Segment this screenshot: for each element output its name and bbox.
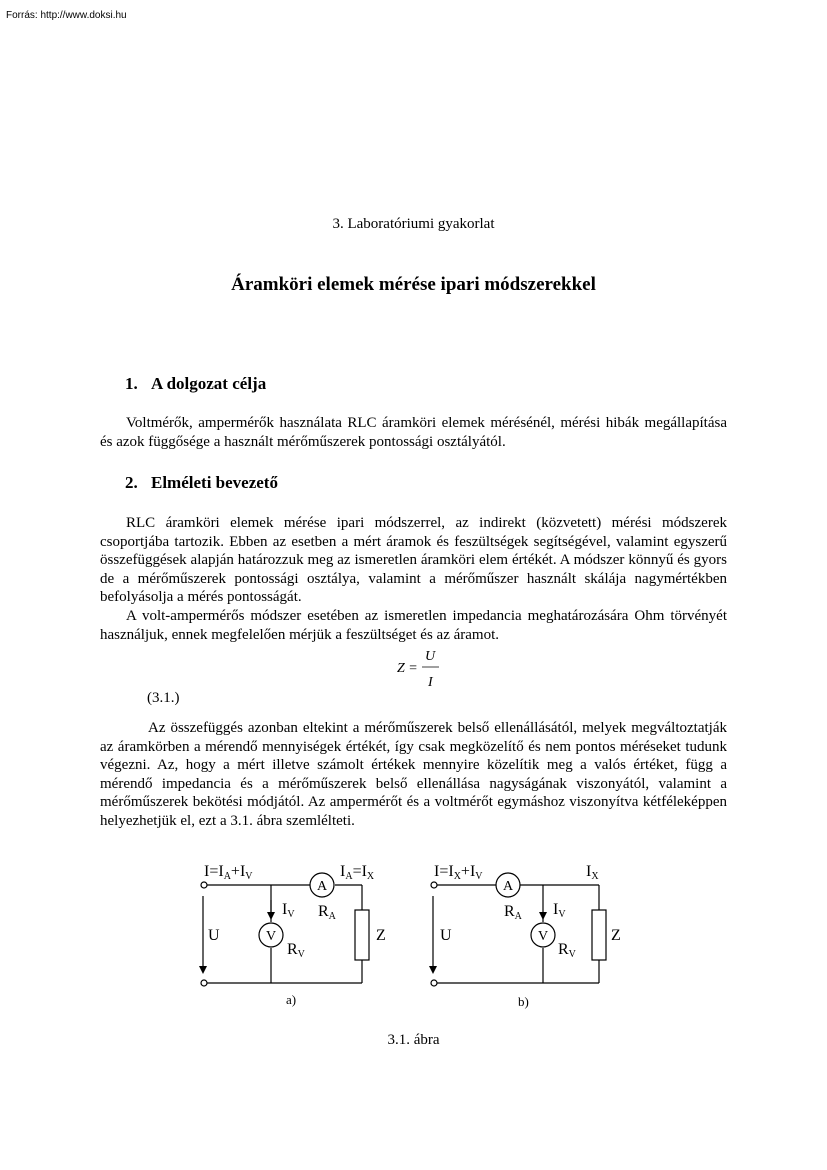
a-voltmeter-letter: V [266, 929, 277, 944]
section-1-heading [125, 374, 266, 394]
b-voltage-label: U [440, 927, 452, 944]
a-sublabel: a) [286, 992, 297, 1007]
section-2-paragraph-1: RLC áramköri elemek mérése ipari módszerrel, az indirekt (közvetett) mérési módszerek csoportjába tartozik. Ebben az esetben a mért áramok és feszültségek segítségével, valamint egyszerű összefüggések alapján határozzuk meg az ismeretlen áramköri elem értékét. A módszer könnyű és gyors de a mérőműszerek pontossági osztálya, valamint a mérőműszer használt skálája nagymértékben befolyásolja a mérés pontosságát. [100, 515, 727, 606]
section-1-title: A dolgozat célja [151, 374, 267, 393]
b-ammeter-letter: A [503, 879, 514, 894]
formula-lhs: Z = [397, 661, 418, 676]
b-voltmeter-letter: V [538, 929, 549, 944]
a-rv-label: RV [287, 941, 305, 960]
section-2-number: 2. [125, 473, 138, 492]
a-total-current-label: I=IA+IV [204, 863, 253, 882]
formula-numerator: U [425, 649, 436, 664]
ohm-formula-svg [395, 648, 455, 692]
section-2-paragraph-2: A volt-ampermérős módszer esetében az ismeretlen impedancia meghatározására Ohm törvényét használjuk, ennek megfelelően mérjük a feszültséget és az áramot. [100, 607, 727, 643]
b-impedance-label: Z [611, 927, 621, 944]
a-iv-label: IV [282, 901, 295, 920]
figure-caption: 3.1. ábra [387, 1032, 440, 1048]
section-2-paragraph-3: Az összefüggés azonban eltekint a mérőműszerek belső ellenállásától, melyek megváltoztatják az áramkörben a mérendő mennyiségek értékét, így csak megközelítő és nem pontos méréseket tudunk végezni. Az, hogy a mért illetve számolt értékek mennyire közelítik meg a valós értéket, függ a mérendő impedancia és a mérőműszerek belső ellenállása nagyságának viszonyától, valamint a mérőműszerek bekötési módjától. Az ampermérőt és a voltmérőt egymáshoz viszonyítva kétféleképpen helyezhetjük el, ezt a 3.1. ábra szemlélteti. [100, 720, 727, 829]
section-1-text [100, 414, 727, 451]
b-sublabel: b) [518, 994, 529, 1009]
section-2-body-continued [100, 719, 727, 831]
voltage-a-arrowhead [199, 966, 207, 974]
iv-b-arrowhead [539, 912, 547, 920]
circuit-figure [0, 850, 827, 1020]
b-branch-current-label: IX [586, 863, 599, 882]
section-2-heading [125, 473, 278, 493]
equation-number: (3.1.) [147, 690, 180, 706]
a-branch-current-label: IA=IX [340, 863, 375, 882]
a-voltage-label: U [208, 927, 220, 944]
lab-subtitle: 3. Laboratóriumi gyakorlat [332, 216, 495, 232]
section-1-number: 1. [125, 374, 138, 393]
voltage-b-arrowhead [429, 966, 437, 974]
a-impedance-label: Z [376, 927, 386, 944]
a-ammeter-letter: A [317, 879, 328, 894]
b-iv-label: IV [553, 901, 566, 920]
source-line: Forrás: http://www.doksi.hu [6, 10, 127, 21]
formula-denominator: I [428, 675, 433, 690]
a-ra-label: RA [318, 903, 336, 922]
ohm-formula [395, 648, 455, 697]
b-rv-label: RV [558, 941, 576, 960]
document-title: Áramköri elemek mérése ipari módszerekkel [231, 274, 596, 295]
b-total-current-label: I=IX+IV [434, 863, 483, 882]
b-ra-label: RA [504, 903, 522, 922]
iv-a-arrowhead [267, 912, 275, 920]
section-2-title: Elméleti bevezető [151, 473, 278, 492]
section-2-body [100, 514, 727, 644]
section-1-paragraph: Voltmérők, ampermérők használata RLC áramköri elemek mérésénél, mérési hibák megállapítása és azok függősége a használt mérőműszerek pontossági osztályától. [100, 415, 727, 450]
